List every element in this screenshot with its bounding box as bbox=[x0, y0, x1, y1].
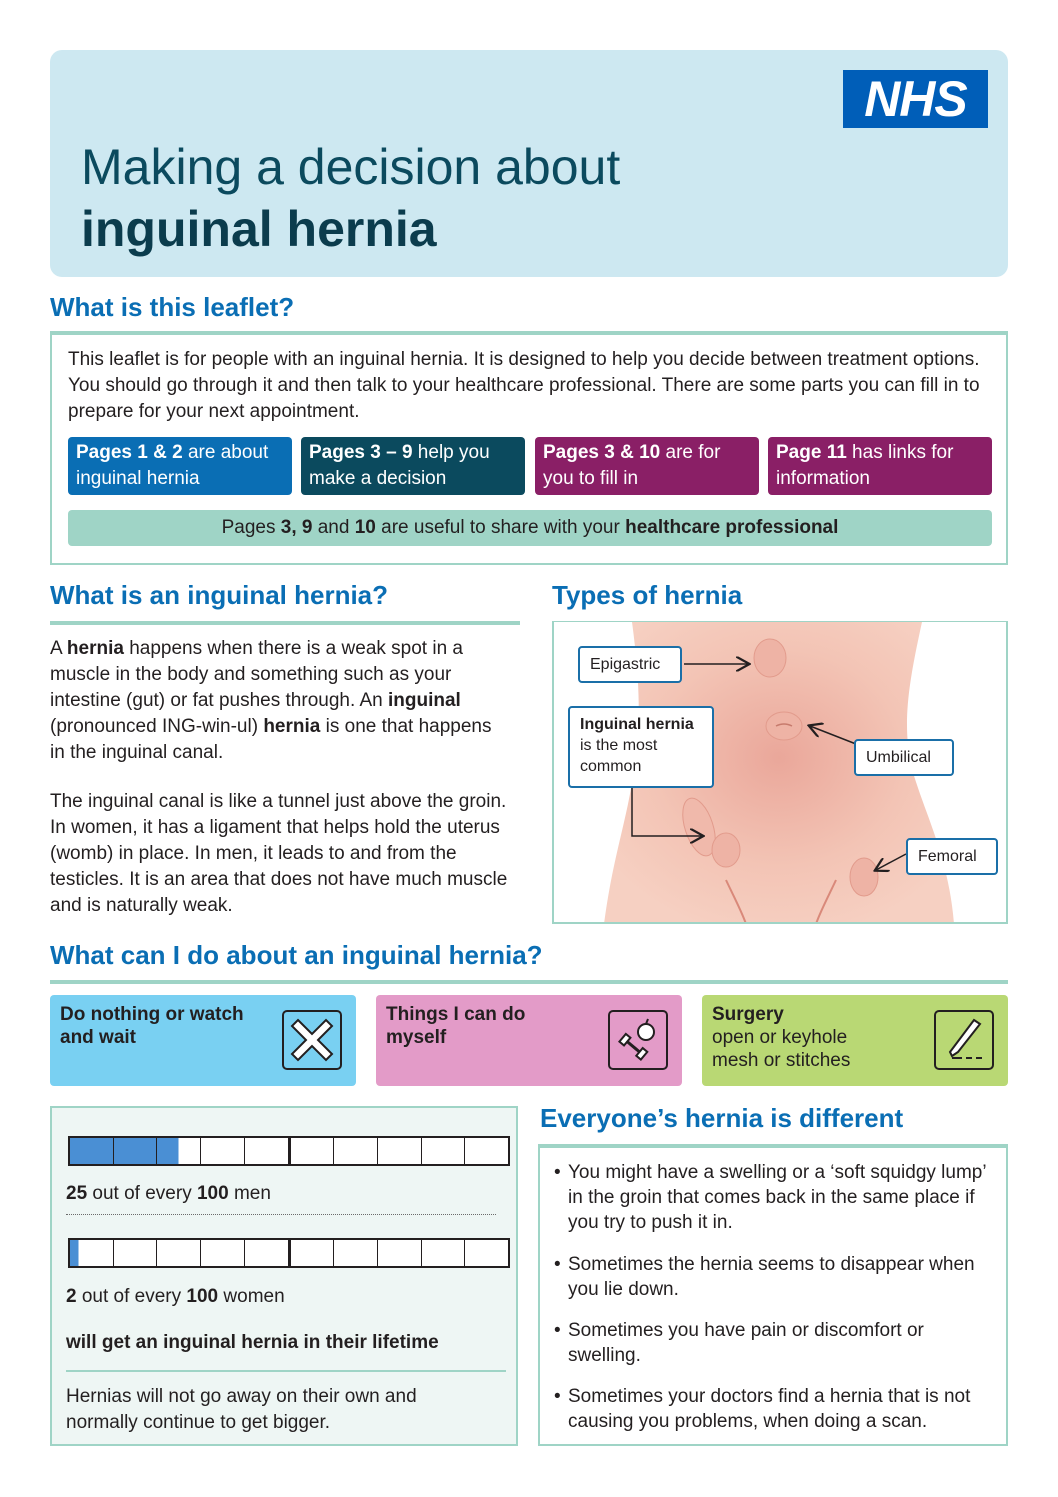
para-bold: hernia bbox=[66, 638, 124, 659]
pill-bold: Page 11 bbox=[776, 442, 847, 463]
hernia-growth-note: Hernias will not go away on their own and normally continue to get bigger. bbox=[66, 1386, 417, 1433]
bar-cell bbox=[378, 1240, 422, 1266]
bar-cell bbox=[157, 1240, 201, 1266]
stat-divider bbox=[66, 1370, 506, 1372]
bar-cell bbox=[201, 1240, 245, 1266]
pages-1-2-pill bbox=[68, 437, 292, 495]
epigastric-bulge bbox=[754, 639, 786, 677]
pill-text: are about inguinal hernia bbox=[76, 442, 269, 489]
bar-cell bbox=[465, 1138, 508, 1164]
leaflet-box bbox=[50, 333, 1008, 565]
bar-cell bbox=[334, 1138, 378, 1164]
stat-number: 100 bbox=[196, 1183, 229, 1204]
list-item: • Sometimes you have pain or discomfort or swelling. bbox=[554, 1318, 994, 1368]
share-bold: 3, 9 bbox=[280, 517, 313, 538]
bar-cell bbox=[378, 1138, 422, 1164]
para-text: (pronounced ING-win-ul) bbox=[50, 716, 264, 737]
share-text: and bbox=[312, 517, 355, 538]
list-item: • Sometimes your doctors find a hernia that is not causing you problems, when doing a scan. bbox=[554, 1384, 994, 1434]
scalpel-icon bbox=[934, 1010, 994, 1070]
bar-cell bbox=[422, 1240, 466, 1266]
bar-cell bbox=[245, 1138, 291, 1164]
inguinal-label-text: is the most common bbox=[580, 737, 658, 775]
share-text: are useful to share with your bbox=[375, 517, 626, 538]
bar-cell bbox=[70, 1240, 114, 1266]
umbilical-bulge bbox=[766, 712, 802, 740]
umbilical-label: Umbilical bbox=[854, 739, 954, 776]
bar-cell bbox=[157, 1138, 201, 1164]
stat-number: 25 bbox=[66, 1183, 88, 1204]
section-rule bbox=[50, 980, 1008, 984]
bar-cell bbox=[291, 1240, 335, 1266]
inguinal-bulge-right bbox=[712, 833, 740, 867]
stat-number: 2 bbox=[66, 1286, 77, 1307]
pill-text: are for you to fill in bbox=[543, 442, 721, 489]
share-text: Pages bbox=[221, 517, 281, 538]
stat-text: out of every bbox=[87, 1183, 197, 1204]
men-stat bbox=[66, 1181, 271, 1207]
option-title: Surgery bbox=[712, 1004, 784, 1025]
page-title-line1: Making a decision about bbox=[81, 139, 621, 195]
femoral-bulge bbox=[850, 858, 878, 896]
option-surgery bbox=[702, 995, 1008, 1086]
epigastric-label: Epigastric bbox=[578, 646, 682, 683]
pill-text: has links for information bbox=[776, 442, 954, 489]
stat-text: out of every bbox=[76, 1286, 187, 1307]
pill-bold: Pages 3 & 10 bbox=[543, 442, 661, 463]
femoral-label: Femoral bbox=[906, 838, 998, 875]
women-proportion-bar bbox=[68, 1238, 510, 1268]
section-rule bbox=[50, 621, 520, 625]
bar-cell bbox=[291, 1138, 335, 1164]
para-bold: hernia bbox=[263, 716, 321, 737]
option-title: Things I can do myself bbox=[386, 1004, 526, 1048]
option-title: Do nothing or watch and wait bbox=[60, 1004, 244, 1048]
list-item: • Sometimes the hernia seems to disappear when you lie down. bbox=[554, 1252, 994, 1302]
stat-text: women bbox=[218, 1286, 285, 1307]
bar-cell bbox=[201, 1138, 245, 1164]
different-heading: Everyone’s hernia is different bbox=[540, 1103, 904, 1133]
different-box bbox=[538, 1146, 1008, 1446]
bar-cell bbox=[334, 1240, 378, 1266]
hernia-types-diagram bbox=[552, 622, 1008, 924]
share-bold: healthcare professional bbox=[625, 517, 839, 538]
para-text: is one that happens in the inguinal canal. bbox=[50, 716, 492, 763]
leaflet-heading: What is this leaflet? bbox=[50, 292, 295, 322]
para-text: A bbox=[50, 638, 67, 659]
list-item: • You might have a swelling or a ‘soft squidgy lump’ in the groin that comes back in the same place if you try to push it in. bbox=[554, 1160, 994, 1235]
cross-icon bbox=[282, 1010, 342, 1070]
stat-number: 100 bbox=[186, 1286, 219, 1307]
page-title-line2: inguinal hernia bbox=[81, 201, 437, 257]
stat-divider bbox=[66, 1214, 496, 1215]
option-subtitle: open or keyhole mesh or stitches bbox=[712, 1027, 851, 1071]
bar-cell bbox=[245, 1240, 291, 1266]
what-is-para2: The inguinal canal is like a tunnel just above the groin. In women, it has a ligament that helps hold the uterus (womb) in place. In men, it leads to and from the testicles. It is an area that does not have much muscle and is naturally weak. bbox=[50, 791, 508, 916]
share-bold: 10 bbox=[354, 517, 376, 538]
option-watch-and-wait bbox=[50, 995, 356, 1086]
share-pages-bar bbox=[68, 510, 992, 546]
para-text: happens when there is a weak spot in a muscle in the body and something such as your intestine (gut) or fat pushes through. An bbox=[50, 638, 463, 711]
what-is-heading: What is an inguinal hernia? bbox=[50, 580, 389, 610]
pill-bold: Pages 3 – 9 bbox=[309, 442, 413, 463]
what-is-para1 bbox=[50, 636, 510, 766]
option-self-help bbox=[376, 995, 682, 1086]
types-heading: Types of hernia bbox=[552, 580, 743, 610]
bar-cell bbox=[465, 1240, 508, 1266]
inguinal-label-bold: Inguinal hernia bbox=[580, 716, 694, 733]
bar-cell bbox=[70, 1138, 114, 1164]
pill-text: help you make a decision bbox=[309, 442, 490, 489]
nhs-logo: NHS bbox=[843, 70, 988, 128]
stats-box bbox=[50, 1108, 518, 1446]
page-11-pill bbox=[768, 437, 992, 495]
title-banner bbox=[50, 50, 1008, 277]
men-proportion-bar bbox=[68, 1136, 510, 1166]
lifetime-statement: will get an inguinal hernia in their lifetime bbox=[66, 1332, 439, 1353]
para-bold: inguinal bbox=[387, 690, 461, 711]
women-stat bbox=[66, 1284, 285, 1310]
bar-cell bbox=[114, 1240, 158, 1266]
inguinal-label bbox=[568, 706, 714, 788]
pages-3-9-pill bbox=[301, 437, 525, 495]
pages-3-10-pill bbox=[535, 437, 759, 495]
bar-cell bbox=[422, 1138, 466, 1164]
options-heading: What can I do about an inguinal hernia? bbox=[50, 940, 543, 970]
leaflet-intro: This leaflet is for people with an inguinal hernia. It is designed to help you decide between treatment options. You should go through it and then talk to your healthcare professional. There are some parts you can fill in to prepare for your next appointment. bbox=[68, 349, 980, 422]
bar-cell bbox=[114, 1138, 158, 1164]
apple-dumbbell-icon bbox=[608, 1010, 668, 1070]
pill-bold: Pages 1 & 2 bbox=[76, 442, 183, 463]
stat-text: men bbox=[228, 1183, 271, 1204]
